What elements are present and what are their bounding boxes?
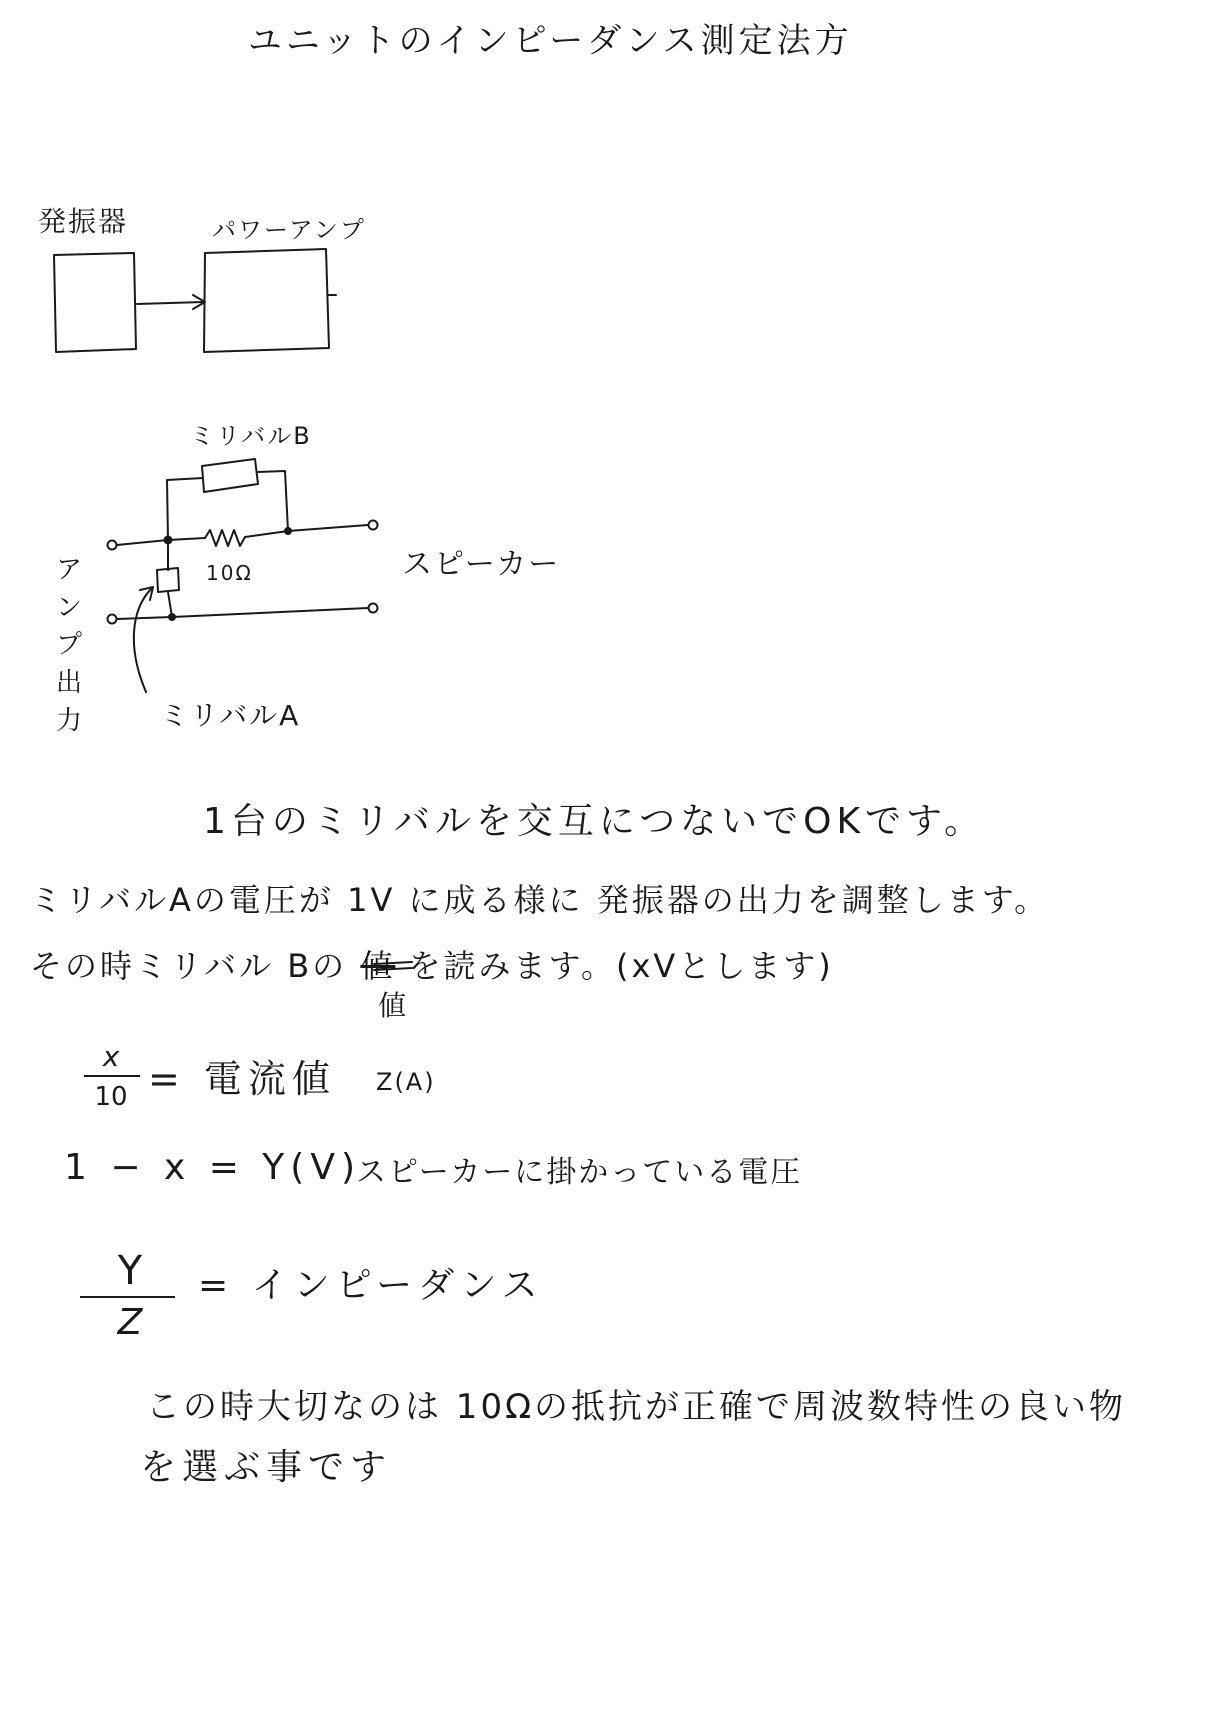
voltage-description: スピーカーに掛かっている電圧 bbox=[356, 1155, 803, 1190]
correction-mark: 値 bbox=[378, 989, 409, 1022]
oscillator-label: 発振器 bbox=[38, 205, 129, 238]
impedance-result: = インピーダンス bbox=[198, 1265, 544, 1306]
current-fraction-line bbox=[84, 1075, 140, 1077]
meter-b-loop bbox=[167, 471, 288, 540]
signal-arrow bbox=[137, 302, 203, 304]
amplifier-box bbox=[204, 249, 329, 352]
meter-a-symbol bbox=[157, 568, 179, 592]
impedance-denominator: Z bbox=[117, 1302, 143, 1343]
top-wire-left bbox=[117, 538, 205, 545]
millivolt-b-label: ミリバルB bbox=[190, 422, 312, 450]
oscillator-box bbox=[54, 253, 136, 352]
bottom-wire bbox=[117, 608, 368, 619]
speaker-terminal-bottom bbox=[369, 604, 378, 613]
current-denominator: 10 bbox=[94, 1082, 128, 1112]
amplifier-label: パワーアンプ bbox=[212, 216, 366, 244]
current-symbol: Z(A) bbox=[376, 1068, 436, 1096]
note-line-1: 1台のミリバルを交互につないでOKです。 bbox=[203, 801, 986, 842]
top-wire-right bbox=[245, 525, 368, 537]
note-line-3-start: その時ミリバル Bの bbox=[30, 947, 348, 985]
impedance-numerator: Y bbox=[117, 1248, 143, 1294]
amp-terminal-bottom bbox=[108, 615, 117, 624]
note-line-3-struck: 値 bbox=[360, 947, 396, 985]
speaker-terminal-top bbox=[369, 521, 378, 530]
amp-terminal-top bbox=[108, 541, 117, 550]
speaker-label: スピーカー bbox=[402, 547, 561, 582]
note-line-2: ミリバルAの電圧が 1V に成る様に 発振器の出力を調整します。 bbox=[30, 881, 1050, 919]
note-line-3-end: を読みます。(xVとします) bbox=[408, 947, 834, 985]
resistor-10ohm bbox=[205, 530, 245, 546]
note-line-3 bbox=[30, 947, 834, 985]
page-title: ユニットのインピーダンス測定法方 bbox=[248, 21, 853, 61]
amp-output-label: アンプ出力 bbox=[56, 555, 85, 736]
current-numerator: x bbox=[102, 1040, 120, 1073]
footer-line-2: を選ぶ事です bbox=[140, 1447, 393, 1488]
resistor-label: 10Ω bbox=[206, 561, 253, 585]
voltage-expression: 1 − x = Y(V) bbox=[64, 1147, 362, 1188]
current-result: = 電流値 bbox=[148, 1057, 336, 1101]
meter-b-symbol bbox=[202, 459, 258, 492]
meter-a-pointer bbox=[134, 588, 152, 692]
millivolt-a-label: ミリバルA bbox=[160, 699, 301, 732]
footer-line-1: この時大切なのは 10Ωの抵抗が正確で周波数特性の良い物 bbox=[146, 1387, 1127, 1427]
impedance-fraction-line bbox=[80, 1296, 175, 1298]
